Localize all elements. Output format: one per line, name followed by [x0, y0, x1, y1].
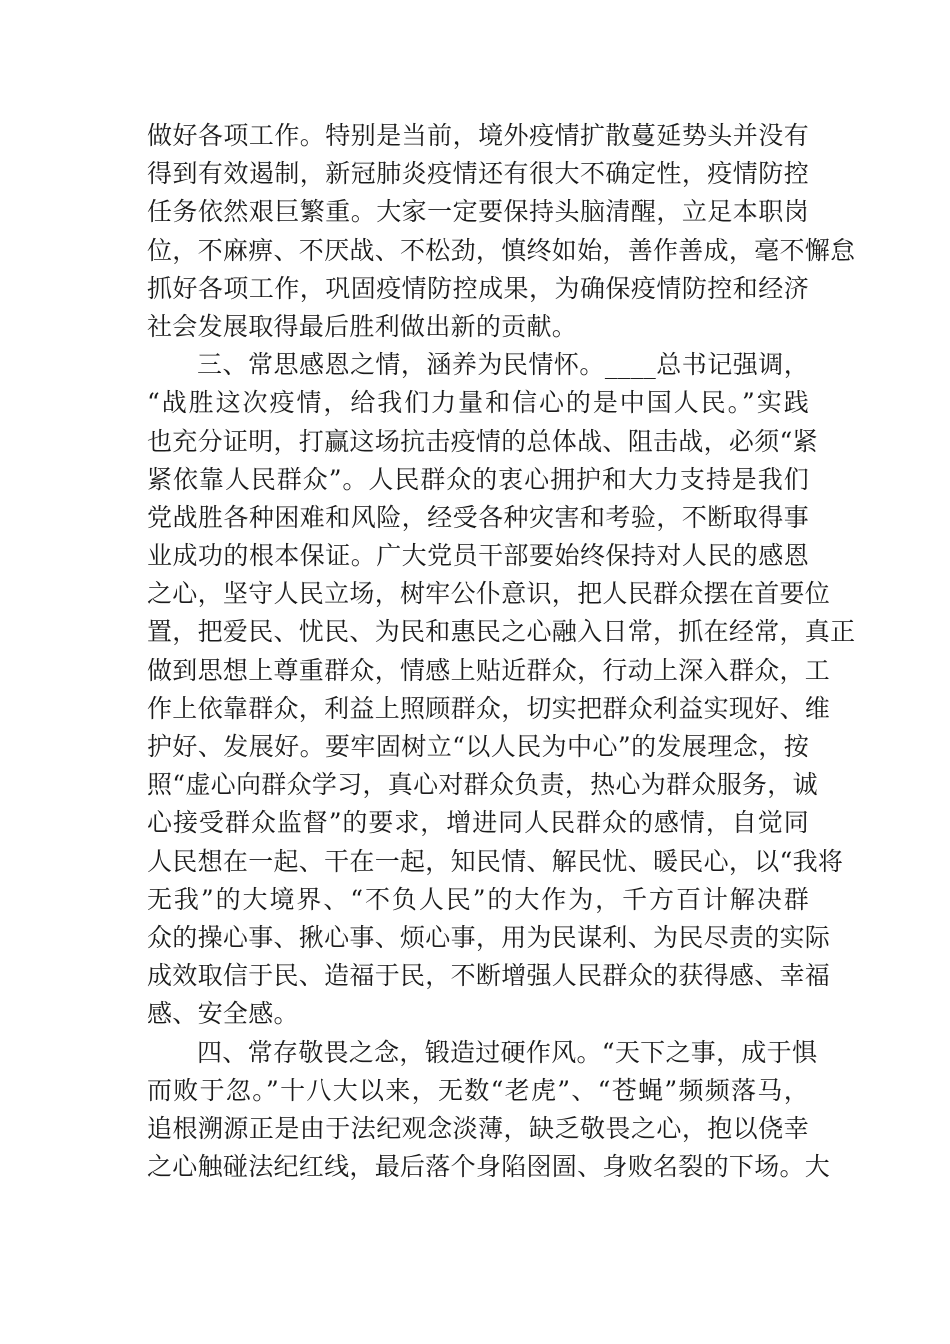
- text-line-23: 成效取信于民、造福于民，不断增强人民群众的获得感、幸福: [147, 961, 831, 991]
- text-line-27: 追根溯源正是由于法纪观念淡薄，缺乏敬畏之心，抱以侥幸: [147, 1113, 809, 1143]
- text-line-16: 作上依靠群众，利益上照顾群众，切实把群众利益实现好、维: [147, 693, 831, 723]
- text-line-22: 众的操心事、揪心事、烦心事，用为民谋利、为民尽责的实际: [147, 922, 831, 952]
- text-line-7: 三、常思感恩之情，涵养为民情怀。____总书记强调，: [197, 350, 809, 380]
- text-line-4: 位，不麻痹、不厌战、不松劲，慎终如始，善作善成，毫不懈怠: [147, 235, 856, 265]
- text-line-11: 党战胜各种困难和风险，经受各种灾害和考验，不断取得事: [147, 502, 809, 532]
- text-line-8: “战胜这次疫情，给我们力量和信心的是中国人民。”实践: [147, 388, 809, 418]
- text-line-28: 之心触碰法纪红线，最后落个身陷囹圄、身败名裂的下场。大: [147, 1152, 831, 1182]
- text-line-24: 感、安全感。: [147, 999, 299, 1029]
- body-text: [147, 117, 856, 1186]
- text-line-10: 紧依靠人民群众”。人民群众的衷心拥护和大力支持是我们: [147, 464, 809, 494]
- text-line-19: 心接受群众监督”的要求，增进同人民群众的感情，自觉同: [147, 808, 809, 838]
- text-line-14: 置，把爱民、忧民、为民和惠民之心融入日常，抓在经常，真正: [147, 617, 856, 647]
- text-line-17: 护好、发展好。要牢固树立“以人民为中心”的发展理念，按: [147, 732, 809, 761]
- text-line-18: 照“虚心向群众学习，真心对群众负责，热心为群众服务，诚: [147, 770, 818, 800]
- text-line-9: 也充分证明，打赢这场抗击疫情的总体战、阻击战，必须“紧: [147, 426, 818, 456]
- text-line-6: 社会发展取得最后胜利做出新的贡献。: [147, 311, 578, 341]
- text-line-13: 之心，坚守人民立场，树牢公仆意识，把人民群众摆在首要位: [147, 579, 831, 609]
- text-line-26: 而败于忽。”十八大以来，无数“老虎”、“苍蝇”频频落马，: [147, 1075, 809, 1105]
- text-line-15: 做到思想上尊重群众，情感上贴近群众，行动上深入群众，工: [147, 655, 831, 685]
- text-line-1: 做好各项工作。特别是当前，境外疫情扩散蔓延势头并没有: [147, 121, 809, 150]
- text-line-2: 得到有效遏制，新冠肺炎疫情还有很大不确定性，疫情防控: [147, 159, 809, 189]
- text-line-12: 业成功的根本保证。广大党员干部要始终保持对人民的感恩: [147, 541, 809, 571]
- text-line-20: 人民想在一起、干在一起，知民情、解民忧、暖民心，以“我将: [147, 846, 844, 876]
- text-line-25: 四、常存敬畏之念，锻造过硬作风。“天下之事，成于惧: [197, 1037, 818, 1067]
- text-line-3: 任务依然艰巨繁重。大家一定要保持头脑清醒，立足本职岗: [147, 197, 809, 227]
- text-line-21: 无我”的大境界、“不负人民”的大作为，千方百计解决群: [147, 884, 809, 914]
- text-line-5: 抓好各项工作，巩固疫情防控成果，为确保疫情防控和经济: [147, 273, 809, 303]
